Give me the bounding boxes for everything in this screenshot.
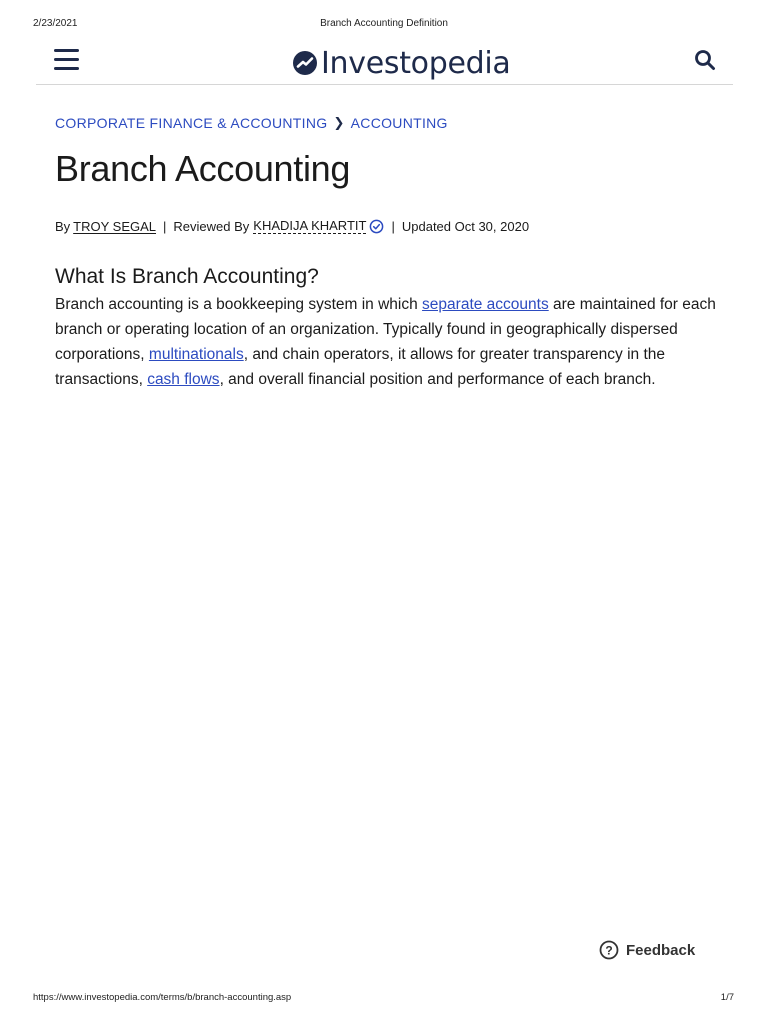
byline (55, 218, 529, 234)
reviewer-link[interactable]: KHADIJA KHARTIT (253, 218, 367, 233)
site-logo[interactable] (293, 45, 510, 81)
chevron-right-icon: ❯ (333, 115, 345, 130)
svg-text:?: ? (605, 943, 613, 958)
print-date: 2/23/2021 (33, 18, 78, 29)
reviewed-by-label: Reviewed By (173, 218, 250, 234)
paragraph-text: Branch accounting is a bookkeeping system in which (55, 296, 423, 313)
print-url: https://www.investopedia.com/terms/b/branch-accounting.asp (33, 992, 292, 1003)
cash-flows-link[interactable]: cash flows (147, 371, 220, 388)
print-document-title: Branch Accounting Definition (320, 18, 448, 29)
verified-check-icon (369, 219, 384, 234)
byline-divider: | (391, 218, 395, 234)
section-heading: What Is Branch Accounting? (55, 265, 319, 288)
page-number: 1/7 (720, 992, 734, 1003)
feedback-button[interactable] (599, 940, 695, 960)
hamburger-menu-icon[interactable] (54, 49, 79, 71)
paragraph-text: are maintained for each branch or operating location of an organization. Typically found in geographically dispersed corporations, (55, 296, 716, 363)
site-header (36, 40, 733, 85)
investopedia-logo-icon (293, 51, 317, 75)
separate-accounts-link[interactable]: separate accounts (422, 296, 549, 313)
byline-divider: | (163, 218, 167, 234)
updated-date: Updated Oct 30, 2020 (401, 218, 530, 234)
breadcrumb (55, 115, 448, 131)
paragraph-text: , and overall financial position and performance of each branch. (219, 371, 656, 388)
breadcrumb-item-accounting[interactable]: ACCOUNTING (350, 115, 448, 131)
breadcrumb-item-corporate-finance[interactable]: CORPORATE FINANCE & ACCOUNTING (55, 115, 328, 131)
article-paragraph (55, 292, 720, 392)
author-link[interactable]: TROY SEGAL (73, 218, 157, 234)
page-title: Branch Accounting (55, 148, 351, 189)
logo-wordmark: Investopedia (321, 45, 511, 81)
byline-by-label: By (55, 218, 71, 234)
multinationals-link[interactable]: multinationals (148, 346, 244, 363)
paragraph-text: , and chain operators, it allows for greater transparency in the transactions, (55, 346, 666, 388)
question-circle-icon (599, 940, 619, 960)
feedback-label: Feedback (626, 941, 696, 959)
search-icon[interactable] (693, 48, 717, 72)
